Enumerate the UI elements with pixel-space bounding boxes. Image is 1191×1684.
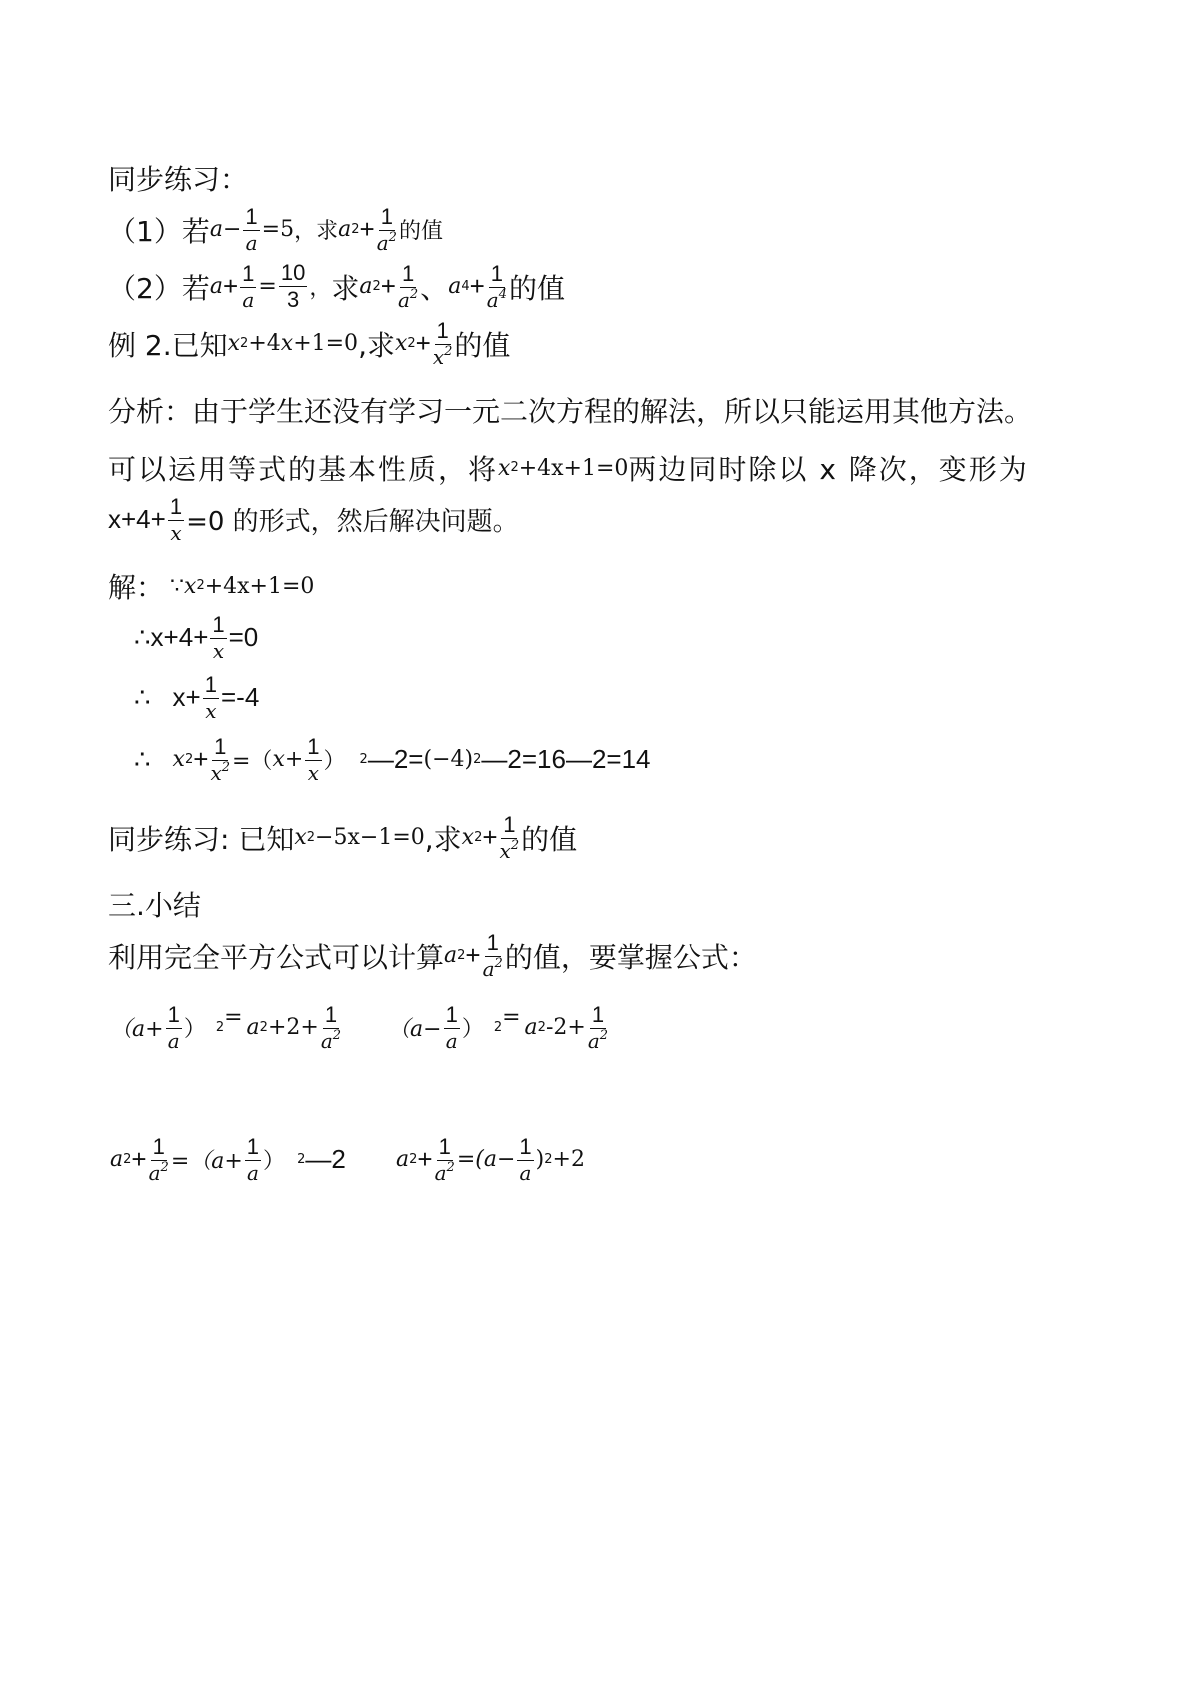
fraction: $\frac{1}{a^2}$ — [320, 1002, 342, 1053]
fraction: $\frac{1}{a}$ — [167, 1002, 180, 1053]
fraction: $\frac{1}{a}$ — [245, 204, 258, 255]
solution-line-4: ∴ x 2 + $\frac{1}{x^2}$ =（ x+ $\frac{1}{x}$ ） 2 —2= (−4) 2 —2=16—2=14 — [134, 734, 651, 785]
fraction: $\frac{1}{x^2}$ — [432, 318, 453, 369]
formula-1: （a+ $\frac{1}{a}$ ） 2 = a 2 +2+ $\frac{1}{a^2}$ — [110, 1002, 342, 1053]
fraction: $\frac{1}{a^2}$ — [376, 204, 397, 255]
fraction: $\frac{1}{x^2}$ — [499, 812, 520, 863]
analysis-line-2: 可以运用等式的基本性质，将 x 2 +4x+1=0 两边同时除以 x 降次，变形为 — [108, 453, 1029, 486]
solution-line-2: ∴ x+4+ $\frac{1}{x}$ =0 — [134, 612, 259, 663]
solution-line-3: ∴ x+ $\frac{1}{x}$ =-4 — [134, 672, 260, 723]
summary-title: 三.小结 — [108, 889, 201, 922]
formula-4: a 2 + $\frac{1}{a^2}$ =(a− $\frac{1}{a}$ ) 2 +2 — [396, 1134, 585, 1185]
fraction: $\frac{1}{a}$ — [242, 261, 255, 312]
solution-line-1: 解： ∵ x 2 +4x+1=0 — [108, 571, 315, 604]
analysis-line-3: x+4+ $\frac{1}{x}$ =0 的形式，然后解决问题。 — [108, 494, 519, 545]
fraction: $\frac{1}{a^2}$ — [148, 1134, 169, 1185]
fraction: $\frac{1}{a}$ — [519, 1134, 532, 1185]
fraction: $\frac{1}{a}$ — [246, 1134, 260, 1185]
fraction: $\frac{1}{a^4}$ — [486, 261, 507, 312]
fraction: $\frac{1}{a^2}$ — [397, 261, 419, 312]
formula-2: （a− $\frac{1}{a}$ ） 2 = a 2 -2+ $\frac{1}{a^2}$ — [388, 1002, 609, 1053]
fraction: $\frac{1}{a}$ — [445, 1002, 458, 1053]
sync-practice-title: 同步练习： — [108, 163, 249, 196]
fraction: $\frac{1}{a^2}$ — [587, 1002, 609, 1053]
section-title-sync-practice — [108, 158, 248, 198]
fraction: $\frac{1}{x}$ — [169, 494, 183, 545]
fraction: $\frac{1}{x}$ — [307, 734, 320, 785]
fraction: $\frac{10}{3}$ — [280, 260, 306, 312]
practice-item-1: （1） 若 a − $\frac{1}{a}$ =5 ， 求 a 2 + $\frac{1}{a^2}$ 的值 — [108, 204, 443, 255]
fraction: $\frac{1}{x}$ — [204, 672, 217, 723]
analysis-line-1: 分析：由于学生还没有学习一元二次方程的解法，所以只能运用其他方法。 — [108, 395, 1033, 428]
fraction: $\frac{1}{x}$ — [212, 612, 225, 663]
summary-text: 利用完全平方公式可以计算 a 2 + $\frac{1}{a^2}$ 的值，要掌握公式： — [108, 930, 757, 981]
fraction: $\frac{1}{a^2}$ — [434, 1134, 455, 1185]
fraction: $\frac{1}{a^2}$ — [482, 930, 503, 981]
sync-practice-2: 同步练习: 已知 x 2 −5x−1=0 ,求 x 2 + $\frac{1}{x^2}$ 的值 — [108, 812, 578, 863]
example-2: 例 2.已知 x 2 +4 x +1=0 ,求 x 2 + $\frac{1}{x^2}$ 的值 — [108, 318, 511, 369]
formula-3: a 2 + $\frac{1}{a^2}$ =（a+ $\frac{1}{a}$ ） 2 —2 — [110, 1134, 346, 1185]
practice-item-2: （2） 若 a + $\frac{1}{a}$ = $\frac{10}{3}$ ， 求 a 2 + $\frac{1}{a^2}$ 、 a 4 + $\frac{1}{a^4}$ 的值 — [108, 260, 566, 312]
fraction: $\frac{1}{x^2}$ — [210, 734, 230, 785]
